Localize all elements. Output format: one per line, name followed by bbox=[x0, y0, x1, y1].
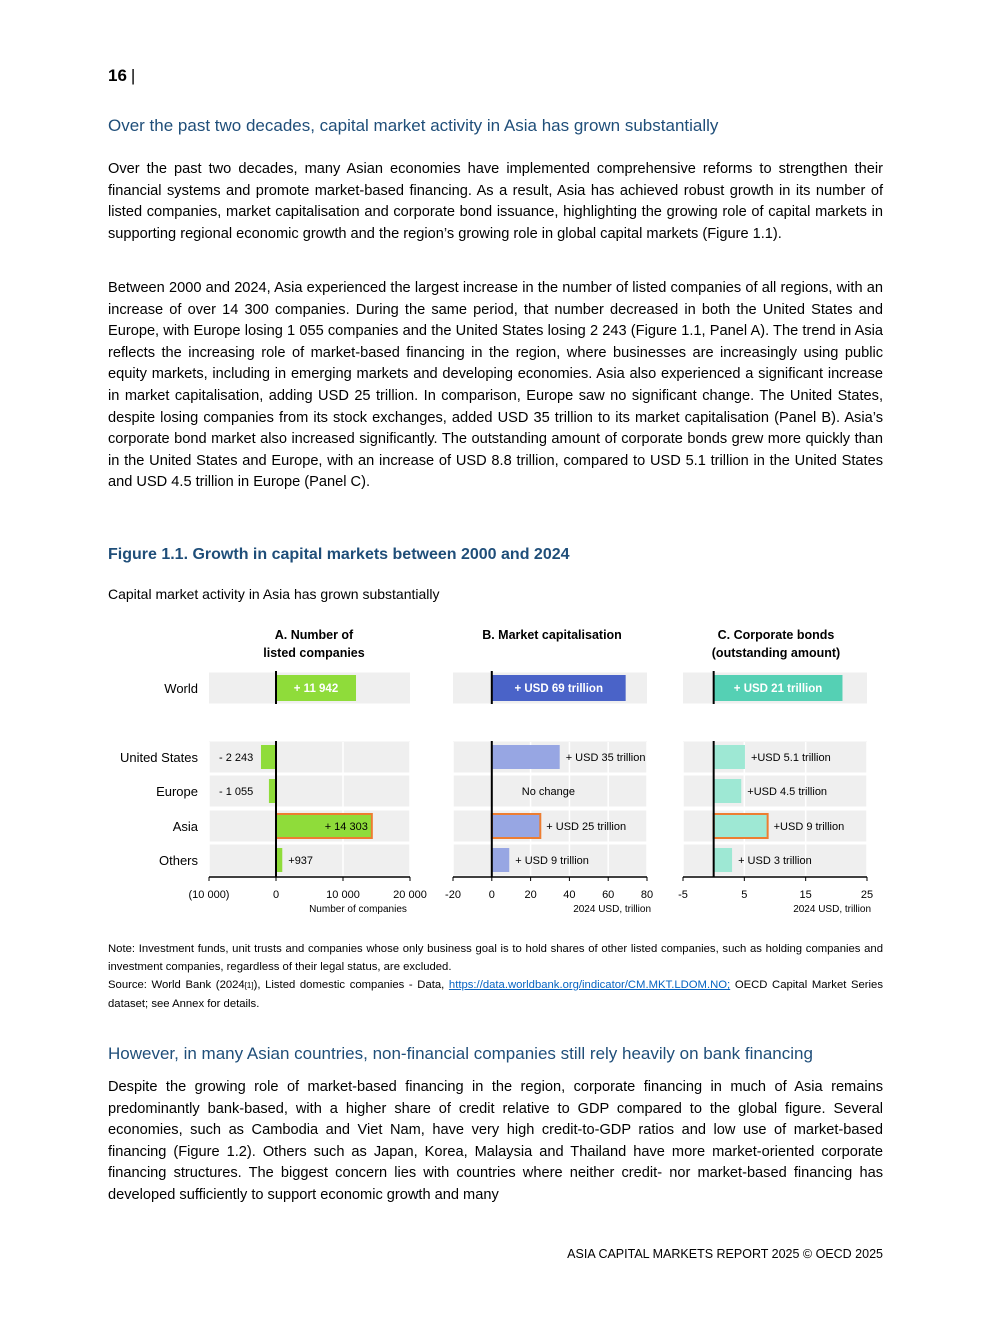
panel-c-bar-others bbox=[714, 848, 732, 872]
source-prefix: Source: World Bank (2024 bbox=[108, 979, 245, 991]
panel-b-x-tick-label: 20 bbox=[524, 889, 537, 901]
category-label-united-states: United States bbox=[119, 750, 198, 765]
panel-a-bar-united-states bbox=[261, 745, 276, 769]
panel-b-data-label: + USD 9 trillion bbox=[515, 855, 589, 867]
panel-b-x-tick-label: 80 bbox=[640, 889, 654, 901]
panel-c-x-tick-label: 25 bbox=[860, 889, 874, 901]
page-number: 16 | bbox=[108, 66, 136, 85]
panel-b-x-axis-label: 2024 USD, trillion bbox=[573, 904, 651, 915]
source-mid: ), Listed domestic companies - Data, bbox=[253, 979, 449, 991]
category-label-world: World bbox=[164, 681, 198, 696]
panel-a-x-tick-label: 10 000 bbox=[326, 889, 360, 901]
panel-a-title-line: A. Number of bbox=[274, 628, 354, 642]
panel-c-data-label: +USD 9 trillion bbox=[773, 821, 845, 833]
panel-c-x-tick-label: -5 bbox=[678, 889, 688, 901]
panel-b-bar-united-states bbox=[492, 745, 560, 769]
panel-a-x-axis-label: Number of companies bbox=[309, 904, 407, 915]
panel-b-data-label: + USD 69 trillion bbox=[514, 683, 603, 695]
panel-b-data-label: + USD 25 trillion bbox=[546, 821, 627, 833]
panel-c-bar-asia bbox=[714, 814, 768, 838]
panel-b-data-label: + USD 35 trillion bbox=[565, 752, 646, 764]
category-label-asia: Asia bbox=[172, 819, 198, 834]
panel-c-x-tick-label: 15 bbox=[799, 889, 812, 901]
source-link[interactable]: https://data.worldbank.org/indicator/CM.MKT.LDOM.NO; bbox=[448, 979, 731, 991]
source-ref: [1] bbox=[244, 981, 254, 990]
panel-c-data-label: +USD 4.5 trillion bbox=[747, 786, 828, 798]
figure-source bbox=[108, 976, 883, 1013]
paragraph-bank-financing: Despite the growing role of market-based financing in the region, corporate financing in much of Asia remains predominantly bank-based, with a higher share of credit relative to GDP compared to the global figure. Several economies, such as Cambodia and Viet Nam, have very high credit-to-GDP ratios and low use of market-based financing (Figure 1.2). Others such as Japan, Korea, Malaysia and Thailand have more market-oriented corporate financing structures. The biggest concern lies with countries where neither credit- nor market-based financing has developed sufficiently to support economic growth and many bbox=[108, 1079, 883, 1203]
panel-a-data-label: +937 bbox=[288, 855, 314, 867]
figure-title: Figure 1.1. Growth in capital markets between 2000 and 2024 bbox=[108, 546, 570, 563]
panel-a-x-tick-label: (10 000) bbox=[188, 889, 230, 901]
panel-b-x-tick-label: 0 bbox=[488, 889, 495, 901]
panel-a-x-tick-label: 0 bbox=[272, 889, 280, 901]
panel-b-x-tick-label: 40 bbox=[563, 889, 576, 901]
panel-b-title-line: B. Market capitalisation bbox=[482, 628, 622, 642]
page-footer: ASIA CAPITAL MARKETS REPORT 2025 © OECD 2025 bbox=[567, 1247, 883, 1261]
panel-a-data-label: - 2 243 bbox=[219, 752, 254, 764]
panel-c-title-line: C. Corporate bonds bbox=[717, 628, 835, 642]
panel-b-x-tick-label: -20 bbox=[445, 889, 461, 901]
panel-a-data-label: + 14 303 bbox=[324, 821, 368, 833]
paragraph-intro: Over the past two decades, many Asian economies have implemented comprehensive reforms to strengthen their financial systems and promote market-based financing. As a result, Asia has achieved robust growth in its number of listed companies, market capitalisation and corporate bond issuance, highlighting the growing role of capital markets in supporting regional economic growth and the region’s growing role in global capital markets (Figure 1.1). bbox=[108, 161, 883, 242]
panel-c-bar-united-states bbox=[714, 745, 745, 769]
section-heading-growth: Over the past two decades, capital market activity in Asia has grown substantially bbox=[108, 116, 719, 135]
panel-b-bar-others bbox=[492, 848, 509, 872]
paragraph-details: Between 2000 and 2024, Asia experienced the largest increase in the number of listed companies of all regions, with an increase of over 14 300 companies. During the same period, that number decreased in both the United States and Europe, with Europe losing 1 055 companies and the United States losing 2 243 (Figure 1.1, Panel A). The trend in Asia reflects the increasing role of market-based financing in the region, where businesses are increasingly using public equity markets, including in emerging markets and developing economies. Asia also experienced a significant increase in market capitalisation, adding USD 25 trillion. In comparison, Europe saw no significant change. The United States, despite losing companies from its stock exchanges, added USD 35 trillion to its market capitalisation (Panel B). Asia’s corporate bond market also increased significantly. The outstanding amount of corporate bonds grew more quickly than in the United States and Europe, with an increase of USD 8.8 trillion, compared to USD 5.1 trillion in the United States and USD 4.5 trillion in Europe (Panel C). bbox=[108, 280, 883, 491]
panel-c-data-label: + USD 3 trillion bbox=[738, 855, 812, 867]
panel-a-data-label: + 11 942 bbox=[293, 683, 339, 695]
panel-c-x-axis-label: 2024 USD, trillion bbox=[793, 904, 871, 915]
panel-a-data-label: - 1 055 bbox=[219, 786, 254, 798]
panel-b-bar-asia bbox=[492, 814, 541, 838]
source-suffix: OECD Capital Market Series dataset; see Annex for details. bbox=[108, 979, 883, 1010]
category-label-others: Others bbox=[158, 853, 198, 868]
panel-b-data-label: No change bbox=[521, 786, 576, 798]
panel-c-data-label: + USD 21 trillion bbox=[733, 683, 823, 695]
panel-c-data-label: +USD 5.1 trillion bbox=[750, 752, 831, 764]
page-number-separator: | bbox=[130, 66, 136, 85]
panel-a-bar-europe bbox=[269, 779, 276, 803]
panel-a-x-tick-label: 20 000 bbox=[393, 889, 427, 901]
panel-c-bar-europe bbox=[714, 779, 742, 803]
category-label-europe: Europe bbox=[156, 784, 198, 799]
figure-note: Note: Investment funds, unit trusts and companies whose only business goal is to hold shares of other listed companies, such as holding companies and investment companies, regardless of their legal status, are excluded. bbox=[108, 943, 883, 973]
figure-subtitle: Capital market activity in Asia has grown substantially bbox=[108, 586, 440, 602]
panel-c-x-tick-label: 5 bbox=[741, 889, 748, 901]
panel-a-title-line: listed companies bbox=[263, 646, 365, 660]
panel-c-title-line: (outstanding amount) bbox=[711, 646, 841, 660]
section-heading-bank-financing: However, in many Asian countries, non-financial companies still rely heavily on bank financing bbox=[108, 1044, 813, 1063]
panel-b-x-tick-label: 60 bbox=[602, 889, 615, 901]
